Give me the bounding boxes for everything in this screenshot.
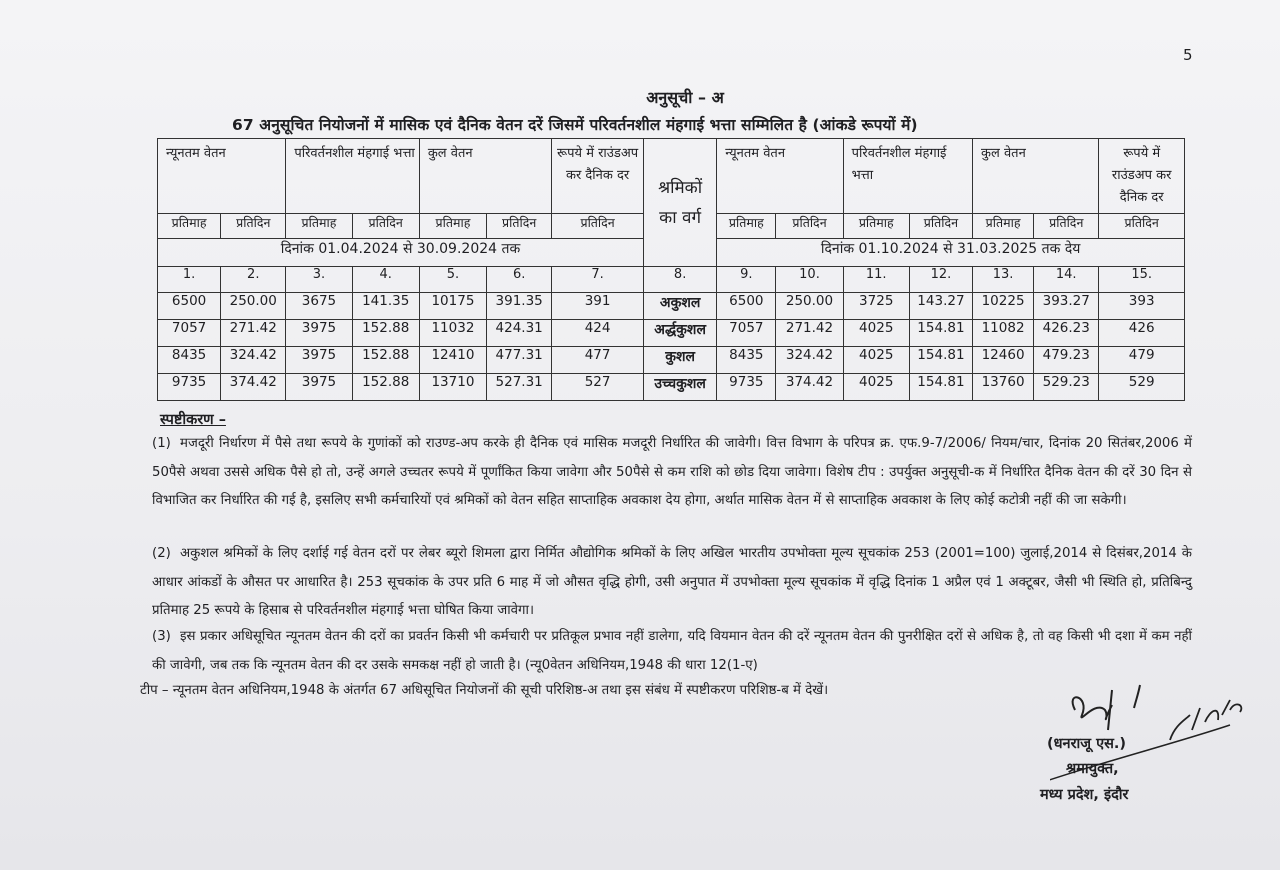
table-cell: 3675 — [286, 293, 352, 320]
table-cell: 13760 — [973, 374, 1034, 401]
explanation-paragraph-1 — [152, 430, 1192, 516]
worker-category-cell: उच्चकुशल — [643, 374, 716, 401]
header-total-1: कुल वेतन — [419, 139, 551, 214]
worker-category-cell: कुशल — [643, 347, 716, 374]
table-cell: 4025 — [843, 347, 909, 374]
page-number: 5 — [1183, 46, 1193, 64]
table-cell: 3975 — [286, 374, 352, 401]
column-number: 3. — [286, 267, 352, 293]
header-rounded-1: रूपये में राउंडअप कर दैनिक दर — [552, 139, 644, 214]
table-cell: 250.00 — [221, 293, 286, 320]
column-number: 14. — [1034, 267, 1099, 293]
table-cell: 11082 — [973, 320, 1034, 347]
table-cell: 8435 — [717, 347, 776, 374]
table-cell: 4025 — [843, 374, 909, 401]
paragraph-text: इस प्रकार अधिसूचित न्यूनतम वेतन की दरों का प्रवर्तन किसी भी कर्मचारी पर प्रतिकूल प्रभाव नहीं डालेगा, यदि वियमान वेतन की दरें न्यूनतम वेतन की पुनरीक्षित दरों से अधिक है, तो वह किसी भी दशा में कम नहीं की जावेगी, जब तक कि न्यूनतम वेतन की दर उसके समकक्ष नहीं हो जाती है। (न्यू0वेतन अधिनियम,1948 की धारा 12(1-ए) — [152, 629, 1192, 673]
table-cell: 6500 — [717, 293, 776, 320]
column-number: 6. — [487, 267, 552, 293]
table-row — [158, 374, 1185, 401]
table-cell: 479.23 — [1034, 347, 1099, 374]
explanation-note: टीप – न्यूनतम वेतन अधिनियम,1948 के अंतर्गत 67 अधिसूचित नियोजनों की सूची परिशिष्ठ-अ तथा इस संबंध में स्पष्टीकरण परिशिष्ठ-ब में देखें। — [140, 683, 829, 698]
column-number: 7. — [552, 267, 644, 293]
table-cell: 7057 — [717, 320, 776, 347]
unit-per-day: प्रतिदिन — [909, 214, 972, 239]
table-cell: 154.81 — [909, 347, 972, 374]
column-number: 1. — [158, 267, 221, 293]
unit-per-month: प्रतिमाह — [419, 214, 486, 239]
header-row-groups — [158, 139, 1185, 214]
column-number: 4. — [352, 267, 419, 293]
table-cell: 393 — [1099, 293, 1185, 320]
unit-per-month: प्रतिमाह — [717, 214, 776, 239]
table-cell: 527 — [552, 374, 644, 401]
table-cell: 3725 — [843, 293, 909, 320]
table-row — [158, 293, 1185, 320]
header-vda-2: परिवर्तनशील मंहगाई भत्ता — [843, 139, 972, 214]
period-1-label: दिनांक 01.04.2024 से 30.09.2024 तक — [158, 239, 644, 267]
explanation-paragraph-3 — [152, 623, 1192, 680]
table-cell: 6500 — [158, 293, 221, 320]
table-cell: 479 — [1099, 347, 1185, 374]
table-cell: 152.88 — [352, 347, 419, 374]
table-cell: 324.42 — [776, 347, 843, 374]
table-cell: 529.23 — [1034, 374, 1099, 401]
table-cell: 391.35 — [487, 293, 552, 320]
header-worker-category: श्रमिकों का वर्ग — [643, 139, 716, 267]
table-cell: 3975 — [286, 320, 352, 347]
table-cell: 154.81 — [909, 374, 972, 401]
header-rounded-2: रूपये में राउंडअप कर दैनिक दर — [1099, 139, 1185, 214]
table-cell: 7057 — [158, 320, 221, 347]
column-number: 9. — [717, 267, 776, 293]
paragraph-number: (2) — [152, 546, 171, 561]
table-cell: 477 — [552, 347, 644, 374]
table-cell: 391 — [552, 293, 644, 320]
table-cell: 271.42 — [221, 320, 286, 347]
table-cell: 374.42 — [221, 374, 286, 401]
wage-schedule-table — [157, 138, 1185, 401]
table-row — [158, 347, 1185, 374]
table-cell: 393.27 — [1034, 293, 1099, 320]
column-number: 13. — [973, 267, 1034, 293]
table-cell: 424 — [552, 320, 644, 347]
table-cell: 424.31 — [487, 320, 552, 347]
column-number: 10. — [776, 267, 843, 293]
period-2-label: दिनांक 01.10.2024 से 31.03.2025 तक देय — [717, 239, 1185, 267]
table-cell: 477.31 — [487, 347, 552, 374]
header-min-wage-1: न्यूनतम वेतन — [158, 139, 286, 214]
table-cell: 324.42 — [221, 347, 286, 374]
column-number: 15. — [1099, 267, 1185, 293]
table-cell: 12410 — [419, 347, 486, 374]
header-vda-1: परिवर्तनशील मंहगाई भत्ता — [286, 139, 419, 214]
paragraph-number: (3) — [152, 629, 171, 644]
table-cell: 527.31 — [487, 374, 552, 401]
column-number: 12. — [909, 267, 972, 293]
explanation-paragraph-2 — [152, 540, 1192, 626]
unit-per-day: प्रतिदिन — [1034, 214, 1099, 239]
header-min-wage-2: न्यूनतम वेतन — [717, 139, 843, 214]
table-cell: 154.81 — [909, 320, 972, 347]
unit-per-month: प्रतिमाह — [843, 214, 909, 239]
unit-per-month: प्रतिमाह — [973, 214, 1034, 239]
column-number: 5. — [419, 267, 486, 293]
table-cell: 250.00 — [776, 293, 843, 320]
unit-per-day: प्रतिदिन — [487, 214, 552, 239]
table-cell: 152.88 — [352, 374, 419, 401]
unit-per-day: प्रतिदिन — [552, 214, 644, 239]
column-number: 11. — [843, 267, 909, 293]
header-total-2: कुल वेतन — [973, 139, 1099, 214]
table-cell: 9735 — [717, 374, 776, 401]
table-cell: 271.42 — [776, 320, 843, 347]
worker-category-cell: अकुशल — [643, 293, 716, 320]
table-cell: 374.42 — [776, 374, 843, 401]
unit-per-day: प्रतिदिन — [1099, 214, 1185, 239]
column-number: 8. — [643, 267, 716, 293]
table-cell: 12460 — [973, 347, 1034, 374]
signatory-designation: श्रमायुक्त, — [1066, 761, 1119, 777]
table-cell: 141.35 — [352, 293, 419, 320]
document-title: अनुसूची – अ — [646, 88, 724, 107]
column-number-row — [158, 267, 1185, 293]
paragraph-number: (1) — [152, 436, 171, 451]
signatory-name: (धनराजू एस.) — [1047, 736, 1127, 752]
column-number: 2. — [221, 267, 286, 293]
explanation-heading: स्पष्टीकरण – — [160, 412, 226, 428]
table-cell: 13710 — [419, 374, 486, 401]
table-cell: 426 — [1099, 320, 1185, 347]
table-cell: 426.23 — [1034, 320, 1099, 347]
table-cell: 152.88 — [352, 320, 419, 347]
paragraph-text: अकुशल श्रमिकों के लिए दर्शाई गई वेतन दरों पर लेबर ब्यूरो शिमला द्वारा निर्मित औद्योगिक श्रमिकों के लिए अखिल भारतीय उपभोक्ता मूल्य सूचकांक 253 (2001=100) जुलाई,2014 से दिसंबर,2014 के आधार आंकडों के औसत पर आधारित है। 253 सूचकांक के उपर प्रति 6 माह में जो औसत वृद्धि होगी, उसी अनुपात में उपभोक्ता मूल्य सूचकांक में वृद्धि दिनांक 1 अप्रैल एवं 1 अक्टूबर, जैसी भी स्थिति हो, प्रतिबिन्दु प्रतिमाह 25 रूपये के हिसाब से परिवर्तनशील मंहगाई भत्ता घोषित किया जावेगा। — [152, 546, 1192, 618]
unit-per-month: प्रतिमाह — [286, 214, 352, 239]
unit-per-month: प्रतिमाह — [158, 214, 221, 239]
table-cell: 4025 — [843, 320, 909, 347]
signatory-office: मध्य प्रदेश, इंदौर — [1040, 787, 1129, 803]
table-cell: 10175 — [419, 293, 486, 320]
table-cell: 11032 — [419, 320, 486, 347]
table-cell: 9735 — [158, 374, 221, 401]
table-row — [158, 320, 1185, 347]
document-subtitle: 67 अनुसूचित नियोजनों में मासिक एवं दैनिक वेतन दरें जिसमें परिवर्तनशील मंहगाई भत्ता सम्मिलित है (आंकडे रूपयों में) — [232, 116, 918, 134]
unit-per-day: प्रतिदिन — [352, 214, 419, 239]
paragraph-text: मजदूरी निर्धारण में पैसे तथा रूपये के गुणांकों को राउण्ड-अप करके ही दैनिक एवं मासिक मजदूरी निर्धारित की जावेगी। वित्त विभाग के परिपत्र क्र. एफ.9-7/2006/ नियम/चार, दिनांक 20 सितंबर,2006 में 50पैसे अथवा उससे अधिक पैसे हो तो, उन्हें अगले उच्चतर रूपये में पूर्णांकित किया जावेगा और 50पैसे से कम राशि को छोड दिया जावेगा। विशेष टीप : उपर्युक्त अनुसूची-क में निर्धारित दैनिक वेतन की दरें 30 दिन से विभाजित कर निर्धारित की गई है, इसलिए सभी कर्मचारियों एवं श्रमिकों को वेतन सहित साप्ताहिक अवकाश देय होगा, अर्थात मासिक वेतन में से साप्ताहिक अवकाश के लिए कोई कटोत्री नहीं की जा सकेगी। — [152, 436, 1192, 508]
table-cell: 529 — [1099, 374, 1185, 401]
table-cell: 3975 — [286, 347, 352, 374]
table-cell: 143.27 — [909, 293, 972, 320]
table-cell: 10225 — [973, 293, 1034, 320]
unit-per-day: प्रतिदिन — [776, 214, 843, 239]
table-cell: 8435 — [158, 347, 221, 374]
unit-per-day: प्रतिदिन — [221, 214, 286, 239]
worker-category-cell: अर्द्धकुशल — [643, 320, 716, 347]
